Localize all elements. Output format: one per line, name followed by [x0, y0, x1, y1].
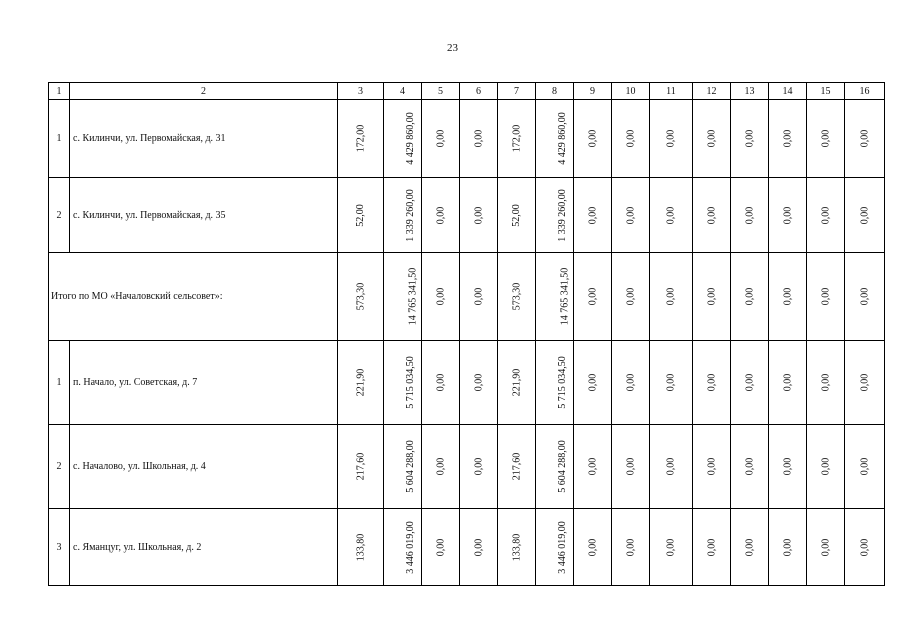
value-text: 0,00 [706, 206, 717, 224]
row-number: 2 [49, 425, 70, 509]
value-cell [845, 100, 885, 178]
value-text: 14 765 341,50 [559, 267, 571, 326]
row-address: п. Начало, ул. Советская, д. 7 [70, 341, 338, 425]
value-cell [769, 425, 807, 509]
value-cell [769, 509, 807, 586]
value-cell [536, 509, 574, 586]
value-cell [650, 425, 693, 509]
value-cell [498, 341, 536, 425]
value-cell [769, 341, 807, 425]
value-text: 0,00 [625, 287, 636, 306]
value-text: 0,00 [473, 129, 484, 148]
row-address: с. Началово, ул. Школьная, д. 4 [70, 425, 338, 509]
value-text: 0,00 [706, 129, 717, 148]
column-header: 12 [693, 83, 731, 100]
value-cell [498, 100, 536, 178]
value-text: 221,90 [511, 368, 522, 397]
value-cell [422, 253, 460, 341]
total-row [49, 253, 885, 341]
value-cell [384, 253, 422, 341]
value-text: 172,00 [511, 124, 522, 153]
value-text: 0,00 [473, 373, 484, 392]
row-address: с. Яманцуг, ул. Школьная, д. 2 [70, 509, 338, 586]
value-text: 0,00 [473, 287, 484, 306]
value-cell [693, 178, 731, 253]
value-cell [731, 100, 769, 178]
value-text: 0,00 [587, 287, 598, 306]
value-text: 0,00 [665, 129, 677, 148]
value-cell [693, 253, 731, 341]
value-text: 3 446 019,00 [404, 520, 416, 574]
value-text: 0,00 [744, 538, 755, 556]
row-number: 2 [49, 178, 70, 253]
value-text: 0,00 [665, 373, 677, 392]
value-cell [574, 509, 612, 586]
value-cell [384, 341, 422, 425]
value-cell [338, 425, 384, 509]
value-cell [338, 178, 384, 253]
row-number: 1 [49, 100, 70, 178]
column-header: 16 [845, 83, 885, 100]
value-cell [769, 100, 807, 178]
value-cell [845, 178, 885, 253]
table-row [49, 178, 885, 253]
value-cell [384, 100, 422, 178]
value-cell [422, 509, 460, 586]
value-text: 0,00 [473, 538, 484, 556]
value-cell [460, 509, 498, 586]
value-cell [498, 425, 536, 509]
table-header-row [49, 83, 885, 100]
column-header: 3 [338, 83, 384, 100]
value-text: 0,00 [587, 129, 598, 148]
value-cell [574, 100, 612, 178]
value-text: 0,00 [859, 129, 870, 148]
value-cell [422, 100, 460, 178]
row-number: 3 [49, 509, 70, 586]
page-number: 23 [447, 42, 458, 54]
value-text: 0,00 [435, 538, 446, 556]
value-cell [731, 509, 769, 586]
value-text: 0,00 [820, 373, 831, 392]
value-cell [536, 100, 574, 178]
value-cell [422, 341, 460, 425]
value-cell [650, 509, 693, 586]
table-row [49, 341, 885, 425]
value-text: 0,00 [706, 538, 717, 556]
value-text: 0,00 [587, 206, 598, 224]
value-text: 0,00 [744, 457, 755, 476]
value-text: 3 446 019,00 [556, 520, 568, 574]
value-text: 0,00 [625, 457, 636, 476]
column-header: 2 [70, 83, 338, 100]
value-cell [650, 341, 693, 425]
value-cell [384, 425, 422, 509]
value-cell [731, 178, 769, 253]
value-text: 0,00 [706, 287, 717, 306]
value-text: 0,00 [820, 457, 831, 476]
column-header: 13 [731, 83, 769, 100]
value-cell [693, 100, 731, 178]
value-text: 0,00 [665, 287, 677, 306]
value-text: 0,00 [744, 129, 755, 148]
value-cell [650, 100, 693, 178]
column-header: 4 [384, 83, 422, 100]
value-text: 0,00 [706, 373, 717, 392]
value-cell [612, 178, 650, 253]
value-text: 0,00 [820, 129, 831, 148]
row-number: 1 [49, 341, 70, 425]
value-cell [769, 253, 807, 341]
value-cell [460, 100, 498, 178]
value-text: 133,80 [511, 533, 522, 561]
value-text: 0,00 [435, 206, 446, 224]
value-cell [384, 178, 422, 253]
column-header: 10 [612, 83, 650, 100]
value-cell [612, 253, 650, 341]
value-text: 1 339 260,00 [556, 188, 568, 242]
value-cell [731, 253, 769, 341]
value-text: 573,30 [511, 282, 522, 311]
column-header: 1 [49, 83, 70, 100]
value-text: 0,00 [859, 206, 870, 224]
value-text: 0,00 [435, 129, 446, 148]
value-cell [498, 253, 536, 341]
value-text: 0,00 [744, 287, 755, 306]
value-text: 52,00 [511, 203, 522, 227]
value-cell [807, 100, 845, 178]
value-text: 0,00 [706, 457, 717, 476]
value-text: 0,00 [435, 373, 446, 392]
value-text: 0,00 [435, 287, 446, 306]
value-cell [338, 509, 384, 586]
value-text: 0,00 [744, 206, 755, 224]
value-text: 0,00 [782, 287, 793, 306]
value-cell [536, 253, 574, 341]
value-cell [693, 425, 731, 509]
value-cell [460, 341, 498, 425]
value-cell [845, 253, 885, 341]
value-cell [384, 509, 422, 586]
value-text: 0,00 [587, 538, 598, 556]
value-text: 5 715 034,50 [404, 356, 416, 409]
value-text: 0,00 [820, 538, 831, 556]
value-cell [807, 425, 845, 509]
value-text: 0,00 [625, 373, 636, 392]
value-text: 0,00 [782, 538, 793, 556]
value-cell [845, 509, 885, 586]
value-cell [338, 100, 384, 178]
register-table [48, 82, 885, 586]
value-text: 172,00 [355, 124, 366, 153]
value-text: 14 765 341,50 [407, 267, 419, 326]
value-cell [731, 425, 769, 509]
value-text: 0,00 [859, 287, 870, 306]
value-text: 0,00 [665, 457, 677, 476]
column-header: 15 [807, 83, 845, 100]
value-cell [536, 425, 574, 509]
value-cell [574, 178, 612, 253]
value-cell [574, 425, 612, 509]
value-cell [807, 253, 845, 341]
value-text: 217,60 [355, 452, 366, 481]
column-header: 5 [422, 83, 460, 100]
value-cell [536, 341, 574, 425]
value-text: 0,00 [782, 206, 793, 224]
value-cell [574, 341, 612, 425]
value-text: 217,60 [511, 452, 522, 481]
value-text: 0,00 [782, 457, 793, 476]
value-cell [845, 425, 885, 509]
value-text: 0,00 [473, 457, 484, 476]
value-text: 0,00 [782, 373, 793, 392]
column-header: 6 [460, 83, 498, 100]
value-cell [338, 341, 384, 425]
value-cell [498, 509, 536, 586]
value-cell [338, 253, 384, 341]
value-text: 0,00 [625, 206, 636, 224]
value-text: 5 604 288,00 [404, 440, 416, 493]
value-text: 0,00 [820, 206, 831, 224]
value-cell [845, 341, 885, 425]
table-row [49, 509, 885, 586]
value-text: 0,00 [435, 457, 446, 476]
value-cell [498, 178, 536, 253]
total-label: Итого по МО «Началовский сельсовет»: [49, 253, 338, 341]
value-text: 133,80 [355, 533, 366, 561]
value-text: 52,00 [355, 203, 366, 227]
value-text: 0,00 [625, 129, 636, 148]
column-header: 8 [536, 83, 574, 100]
value-cell [693, 509, 731, 586]
value-cell [612, 425, 650, 509]
value-cell [574, 253, 612, 341]
column-header: 11 [650, 83, 693, 100]
value-text: 0,00 [859, 457, 870, 476]
value-text: 0,00 [665, 206, 677, 224]
value-text: 0,00 [473, 206, 484, 224]
value-text: 0,00 [820, 287, 831, 306]
table-row [49, 425, 885, 509]
value-cell [807, 341, 845, 425]
value-cell [612, 509, 650, 586]
value-cell [460, 425, 498, 509]
value-cell [650, 253, 693, 341]
value-text: 221,90 [355, 368, 366, 397]
value-cell [612, 100, 650, 178]
value-text: 0,00 [587, 373, 598, 392]
value-cell [807, 509, 845, 586]
column-header: 7 [498, 83, 536, 100]
value-cell [460, 178, 498, 253]
row-address: с. Килинчи, ул. Первомайская, д. 35 [70, 178, 338, 253]
value-cell [769, 178, 807, 253]
column-header: 14 [769, 83, 807, 100]
value-text: 4 429 860,00 [404, 112, 416, 165]
value-cell [693, 341, 731, 425]
value-cell [650, 178, 693, 253]
value-text: 5 604 288,00 [556, 440, 568, 493]
table-row [49, 100, 885, 178]
value-text: 1 339 260,00 [404, 188, 416, 242]
value-text: 573,30 [355, 282, 366, 311]
value-cell [612, 341, 650, 425]
value-text: 0,00 [782, 129, 793, 148]
value-text: 0,00 [744, 373, 755, 392]
value-cell [807, 178, 845, 253]
column-header: 9 [574, 83, 612, 100]
row-address: с. Килинчи, ул. Первомайская, д. 31 [70, 100, 338, 178]
value-text: 0,00 [625, 538, 636, 556]
value-text: 0,00 [859, 538, 870, 556]
value-text: 0,00 [665, 538, 677, 556]
value-text: 4 429 860,00 [556, 112, 568, 165]
value-text: 0,00 [859, 373, 870, 392]
value-text: 5 715 034,50 [556, 356, 568, 409]
value-cell [460, 253, 498, 341]
value-cell [422, 425, 460, 509]
value-cell [731, 341, 769, 425]
value-cell [422, 178, 460, 253]
value-text: 0,00 [587, 457, 598, 476]
value-cell [536, 178, 574, 253]
